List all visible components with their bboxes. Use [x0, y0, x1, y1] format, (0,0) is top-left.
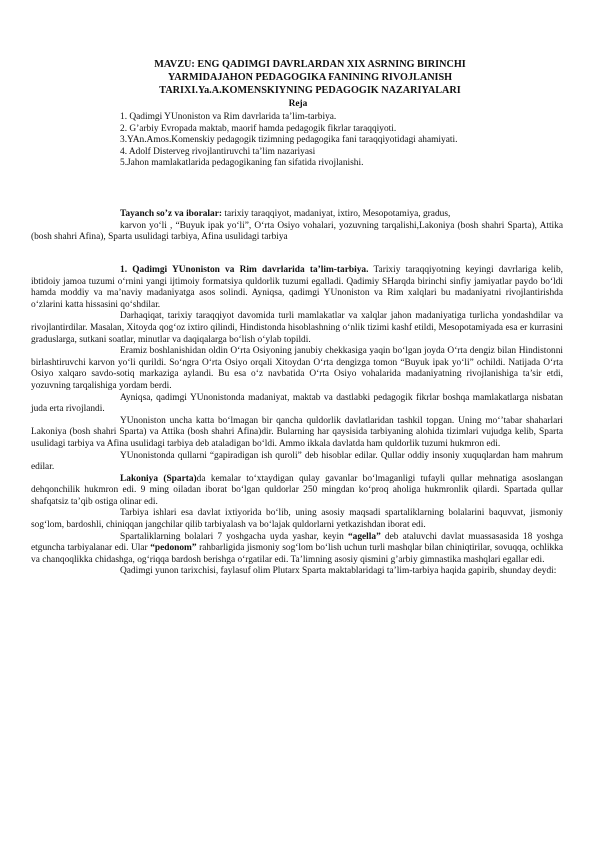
- plan-heading: Reja: [288, 99, 308, 109]
- paragraph-10: Qadimgi yunon tarixchisi, faylasuf olim Plutarx Sparta maktablaridagi ta’lim-tarbiya haqida gapirib, shunday deydi:: [120, 566, 557, 577]
- plan-item-5: 5.Jahon mamlakatlarida pedagogikaning fan sifatida rivojlanishi.: [120, 158, 364, 169]
- paragraph-9-text-a: Spartaliklarning bolalari 7 yoshgacha uyda yashar, keyin: [120, 531, 348, 542]
- paragraph-6: YUnonistonda qullarni “gapiradigan ish quroli” deb hisoblar edilar. Qullar oddiy insoniy xuquqlardan ham mahrum edilar.: [31, 450, 563, 473]
- agella-term: “agella”: [347, 531, 381, 542]
- paragraph-9-text-e: rahbarligida jismoniy sog‘lom bo‘lish uchun turli mashqlar bilan chiniqtirilar, sovuqqa, ochlikka va chanqoqlikka chidashga, og‘riqqa bardosh berishga o‘rgatilar edi. Ta’limning asosiy qismini g’arbiy gimnastika mashqlari egallar edi.: [31, 543, 564, 565]
- paragraph-5: YUnoniston uncha katta bo‘lmagan bir qancha quldorlik davlatlaridan tashkil topgan. Uning mo‘’tabar shaharlari Lakoniya (bosh shahri Sparta) va Attika (bosh shahri Afina)dir. Bularning har qaysisida tarbiyaning alohida tizimlari vujudga kelib, Sparta usulidagi tarbiya va Afina usulidagi tarbiya deb ataladigan bo‘ldi. Ammo ikkala davlatda ham quldorlik tuzumi hukmron edi.: [31, 415, 563, 449]
- paragraph-1-text: Tarixiy taraqqiyotning keyingi davrlariga kelib, ibtidoiy jamoa tuzumi o‘rnini yangi ijtimoiy formatsiya quldorlik tuzumi egalladi. Qadimiy SHarqda birinchi sinfiy jamiyatlar paydo bo‘ldi hamda moddiy va ma’naviy madaniyatga asos solindi. Ayniqsa, qadimgi YUnoniston va Rim xalqlari bu madaniyatni rivojlantirishda o‘zlarini katta hissasini qo‘shdilar.: [31, 265, 564, 310]
- plan-item-1: 1. Qadimgi YUnoniston va Rim davrlarida ta’lim-tarbiya.: [120, 112, 337, 122]
- paragraph-2: Darhaqiqat, tarixiy taraqqiyot davomida turli mamlakatlar va xalqlar jahon madaniyatiga turlicha yondashdilar va rivojlantirdilar. Masalan, Xitoyda qog‘oz ixtiro qilindi, Hindistonda hisoblashning o‘nlik tizimi kashf etildi, Mesopotamiyada esa er kurrasini graduslarga, sutkani soatlar, minutlar va daqiqalarga bo‘lish o‘ylab topildi.: [31, 311, 563, 345]
- title-line-1: MAVZU: ENG QADIMGI DAVRLARDAN XIX ASRNING BIRINCHI: [154, 59, 466, 70]
- paragraph-9-text-c: deb ataluvchi davlat muassasasida 18 yoshga etguncha tarbiyalanar edi. Ular: [31, 531, 564, 554]
- paragraph-9: [31, 532, 563, 567]
- keywords-line-1: tarixiy taraqqiyot, madaniyat, ixtiro, Mesopotamiya, gradus,: [222, 209, 451, 219]
- keywords-line-2: karvon yo‘li , “Buyuk ipak yo‘li”, O‘rta Osiyo vohalari, yozuvning tarqalishi,Lakoniya (bosh shahri Sparta), Attika (bosh shahri Afina), Sparta usulidagi tarbiya, Afina usulidagi tarbiya: [31, 220, 563, 243]
- keywords-label: Tayanch so’z va iboralar:: [120, 209, 222, 219]
- document-title: [120, 58, 500, 98]
- keywords-block: [31, 209, 563, 244]
- paragraph-1: [31, 265, 563, 311]
- pedonom-term: “pedonom”: [150, 543, 197, 554]
- paragraph-7: [31, 474, 563, 509]
- plan-item-4: 4. Adolf Disterveg rivojlantiruvchi ta’lim nazariyasi: [120, 146, 316, 157]
- body-text: [31, 265, 563, 578]
- title-line-3: TARIXI.Ya.A.KOMENSKIYNING PEDAGOGIK NAZARIYALARI: [159, 85, 461, 97]
- lakoniya-term: Lakoniya (Sparta): [120, 473, 197, 484]
- section-heading: 1. Qadimgi YUnoniston va Rim davrlarida ta’lim-tarbiya.: [120, 265, 369, 275]
- plan-item-3: 3.YAn.Amos.Komenskiy pedagogik tizimning pedagogika fani taraqqiyotidagi ahamiyati.: [120, 135, 458, 146]
- plan-list: [31, 112, 563, 170]
- paragraph-3: Eramiz boshlanishidan oldin O‘rta Osiyoning janubiy chekkasiga yaqin bo‘lgan joyda O‘rta dengiz bilan Hindistonni birlashtiruvchi karvon yo‘li qurildi. So‘ngra O‘rta Osiyo orqali Xitoydan O‘rta dengizga tomon “Buyuk ipak yo‘li” ochildi. Natijada O‘rta Osiyo xalqaro savdo-sotiq markaziga aylandi. Bu esa o‘z navbatida O‘rta Osiyo vohalarida madaniyatning rivojlanishiga ta’sir etdi, yozuvning tarqalishiga yordam berdi.: [31, 346, 563, 391]
- paragraph-8: Tarbiya ishlari esa davlat ixtiyorida bo‘lib, uning asosiy maqsadi spartaliklarning bolalarini baquvvat, jismoniy sog‘lom, bardoshli, chiniqqan jangchilar qilib tarbiyalash va bo‘lajak quldorlarni yetkazishdan iborat edi.: [31, 508, 563, 531]
- paragraph-4: Ayniqsa, qadimgi YUnonistonda madaniyat, maktab va dastlabki pedagogik fikrlar boshqa mamlakatlarga nisbatan juda erta rivojlandi.: [31, 392, 563, 415]
- paragraph-7-text: da kemalar to‘xtaydigan qulay gavanlar bo‘lmaganligi tufayli qullar mehnatiga asoslangan dehqonchilik hukmron edi. 9 ming oiladan iborat bo‘lgan quldorlar 250 mingdan ko‘proq aholiga hukmronlik qilardi. Spartada qullar shafqatsiz ta’qib ostiga olinar edi.: [31, 473, 563, 507]
- title-line-2: YARMIDAJAHON PEDAGOGIKA FANINING RIVOJLANISH: [167, 72, 453, 84]
- plan-item-2: 2. G’arbiy Evropada maktab, maorif hamda pedagogik fikrlar taraqqiyoti.: [120, 123, 397, 134]
